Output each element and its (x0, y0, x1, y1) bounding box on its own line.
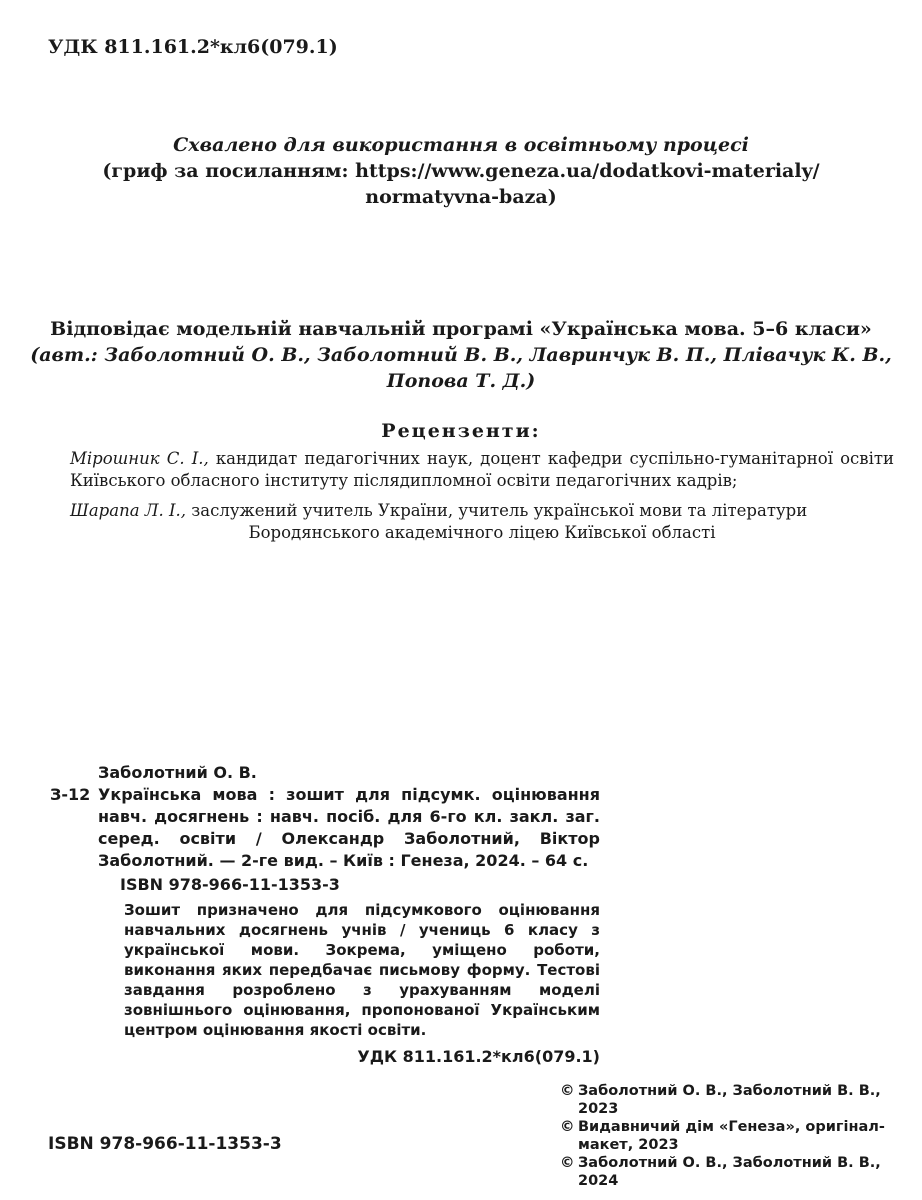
approval-line: Схвалено для використання в освітньому процесі (173, 134, 749, 156)
copyright-line (560, 1082, 910, 1118)
copyright-icon: © (560, 1083, 575, 1099)
copyright-icon: © (560, 1155, 575, 1171)
card-bibliographic-description: Українська мова : зошит для підсумк. оцінювання навч. досягнень : навч. посіб. для 6-го кл. закл. заг. серед. освіти / Олександр Заболотний, Віктор Заболотний. — 2-ге вид. – Київ : Генеза, 2024. – 64 с. (98, 785, 600, 870)
reviewer-description: кандидат педагогічних наук, доцент кафедри суспільно-гуманітарної освіти Київського обласного інституту післядипломної освіти педагогічних кадрів; (70, 449, 894, 490)
copyright-block (560, 1082, 910, 1190)
copyright-text: Заболотний О. В., Заболотний В. В., 2023 (578, 1083, 881, 1117)
copyright-line (560, 1118, 910, 1154)
reviewer-description-2: Бородянського академічного ліцею Київської області (248, 523, 716, 542)
copyright-text: Видавничий дім «Генеза», оригінал-макет, 2023 (578, 1119, 885, 1153)
card-annotation: Зошит призначено для підсумкового оцінювання навчальних досягнень учнів / учениць 6 класу з української мови. Зокрема, уміщено роботи, виконання яких передбачає письмову форму. Тестові завдання розроблено з урахуванням моделі зовнішнього оцінювання, пропонованої Українським центром оцінювання якості освіти. (124, 901, 600, 1039)
copyright-text: Заболотний О. В., Заболотний В. В., 2024 (578, 1155, 881, 1189)
approval-url-line-2: normatyvna-baza) (365, 186, 557, 208)
approval-url-line: (гриф за посиланням: https://www.geneza.ua/dodatkovi-materialy/ (102, 160, 820, 182)
udk-code-top: УДК 811.161.2*кл6(079.1) (48, 36, 338, 58)
card-row (50, 784, 600, 872)
card-author: Заболотний О. В. (98, 763, 257, 782)
card-code: З-12 (50, 785, 91, 804)
reviewers-title: Рецензенти: (381, 420, 541, 442)
copyright-line (560, 1154, 910, 1190)
program-authors: (авт.: Заболотний О. В., Заболотний В. В., Лавринчук В. П., Плівачук К. В., (30, 344, 892, 366)
approval-block (0, 132, 922, 210)
reviewer-name: Шарапа Л. І., (70, 501, 187, 520)
reviewer-2 (70, 500, 894, 544)
program-block (0, 316, 922, 394)
card-udk: УДК 811.161.2*кл6(079.1) (357, 1047, 600, 1066)
card-isbn: ISBN 978-966-11-1353-3 (120, 875, 340, 894)
copyright-icon: © (560, 1119, 575, 1135)
catalog-card (50, 762, 600, 1068)
reviewer-1 (70, 448, 894, 492)
program-authors-2: Попова Т. Д.) (386, 370, 536, 392)
reviewer-description: заслужений учитель України, учитель української мови та літератури (186, 501, 808, 520)
program-line: Відповідає модельній навчальній програмі «Українська мова. 5–6 класи» (50, 318, 872, 340)
isbn-bottom: ISBN 978-966-11-1353-3 (48, 1134, 282, 1154)
reviewer-name: Мірошник С. І., (70, 449, 209, 468)
